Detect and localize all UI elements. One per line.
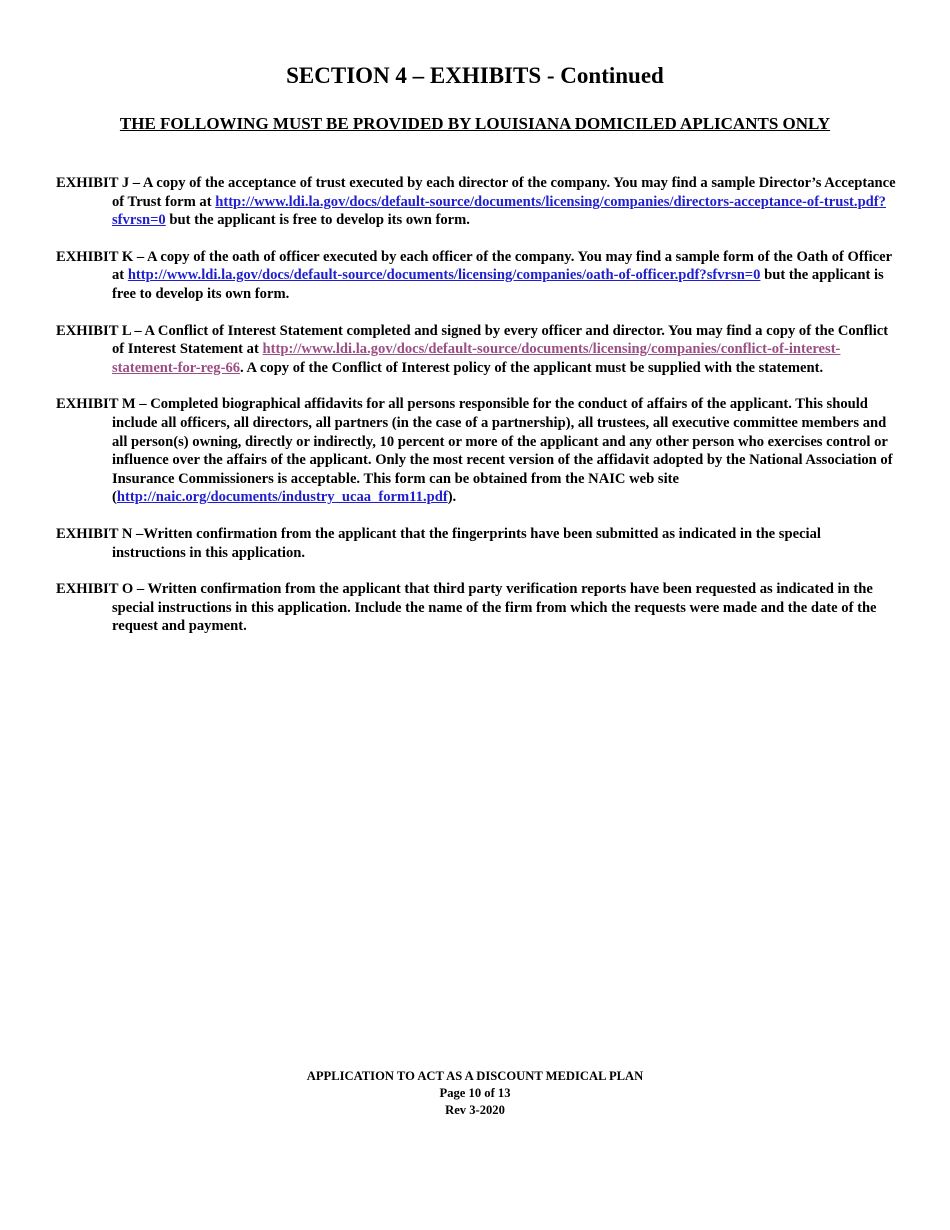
exhibit-o: EXHIBIT O – Written confirmation from the applicant that third party verification reports have been requested as indicated in the special instructions in this application. Include the name of the firm from which the requests were made and the date of the request and payment. [56,581,877,635]
exhibit-list [56,174,896,654]
exhibit-m-text-after: ). [447,489,457,506]
exhibit-j-text-after: but the applicant is free to develop its own form. [165,212,470,229]
page-footer [0,1068,950,1119]
exhibit-k-link[interactable]: http://www.ldi.la.gov/docs/default-source/documents/licensing/companies/oath-of-officer.pdf?sfvrsn=0 [127,267,761,284]
footer-page-number: Page 10 of 13 [439,1086,511,1100]
exhibit-k-text: EXHIBIT K – A copy of the oath of officer executed by each officer of the company. You may find a sample form of the Oath of Officer at [56,248,892,284]
exhibit-k-text-after: but the applicant is free to develop its own form. [112,267,884,302]
exhibit-m-text: EXHIBIT M – Completed biographical affidavits for all persons responsible for the conduct of affairs of the applicant. This should include all officers, all directors, all partners (in the case of a partnership), all trustees, all executive committee members and all person(s) owning, directly or indirectly, 10 percent or more of the applicant and any other person who exercises control or influence over the affairs of the applicant. Only the most recent version of the affidavit adopted by the National Association of Insurance Commissioners is acceptable. This form can be obtained from the NAIC web site ( [56,396,893,506]
exhibit-l-text: EXHIBIT L – A Conflict of Interest Statement completed and signed by every officer and director. You may find a copy of the Conflict of Interest Statement at [56,322,889,358]
exhibit-n: EXHIBIT N –Written confirmation from the applicant that the fingerprints have been submitted as indicated in the special instructions in this application. [56,525,821,561]
exhibit-l-link[interactable]: http://www.ldi.la.gov/docs/default-source/documents/licensing/companies/conflict-of-interest-statement-for-reg-66 [112,341,841,376]
exhibit-l-text-after: . A copy of the Conflict of Interest policy of the applicant must be supplied with the statement. [240,359,824,376]
page-subtitle: THE FOLLOWING MUST BE PROVIDED BY LOUISIANA DOMICILED APLICANTS ONLY [119,114,831,133]
exhibit-j-text: EXHIBIT J – A copy of the acceptance of trust executed by each director of the company. You may find a sample Director’s Acceptance of Trust form at [56,175,896,210]
exhibit-m-link[interactable]: http://naic.org/documents/industry_ucaa_form11.pdf [116,489,448,506]
exhibit-j-link[interactable]: http://www.ldi.la.gov/docs/default-source/documents/licensing/companies/directors-acceptance-of-trust.pdf?sfvrsn=0 [112,193,886,229]
footer-application-title: APPLICATION TO ACT AS A DISCOUNT MEDICAL PLAN [306,1069,644,1083]
footer-revision: Rev 3-2020 [445,1103,505,1117]
exhibit-m [56,395,896,507]
exhibit-l [56,322,896,378]
exhibit-k [56,248,896,304]
exhibit-j [56,174,896,230]
page-title: SECTION 4 – EXHIBITS - Continued [286,63,664,88]
